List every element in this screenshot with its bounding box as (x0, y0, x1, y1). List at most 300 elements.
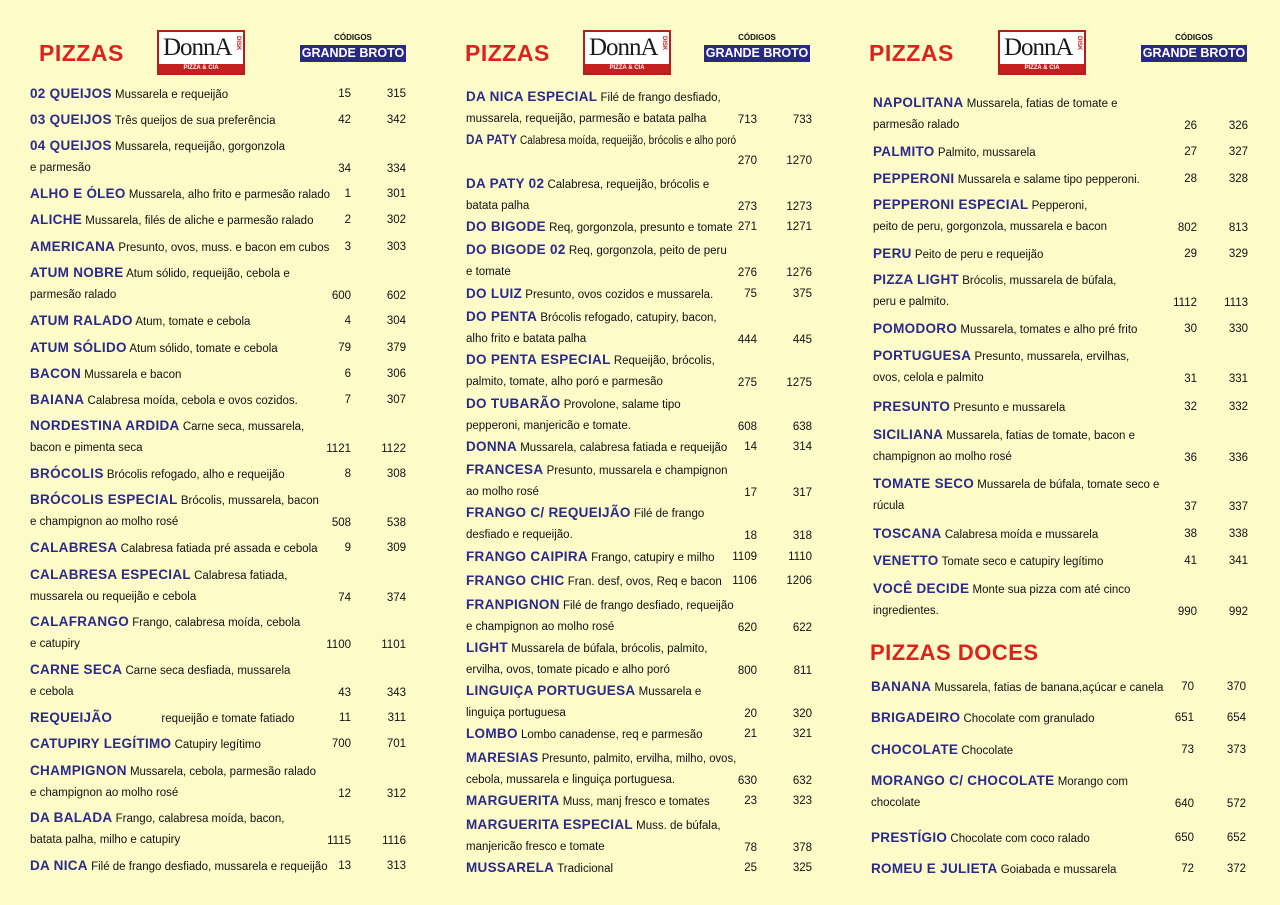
pizza-description-cont: e catupiry (30, 638, 80, 650)
pizza-name: ALHO E ÓLEO (30, 186, 126, 201)
pizza-name: ALICHE (30, 212, 83, 227)
pizza-description: Mussarela, tomates e alho pré frito (960, 324, 1138, 336)
code-broto: 1275 (786, 377, 812, 389)
pizza-name: DO LUIZ (466, 286, 523, 301)
logo-side-text: DISK (1076, 36, 1082, 51)
code-grande: 27 (1184, 146, 1197, 158)
code-broto: 445 (792, 334, 812, 346)
logo-subtitle: PIZZA & CIA (159, 64, 243, 73)
code-grande: 3 (344, 241, 351, 253)
code-grande: 12 (338, 788, 351, 800)
pizza-description-cont: ao molho rosé (466, 486, 539, 498)
pizza-name: PEPPERONI (873, 171, 955, 186)
item-line (30, 86, 228, 101)
pizza-name: DO BIGODE (466, 219, 546, 234)
pizza-description: Goiabada e mussarela (1000, 864, 1117, 876)
item-line (466, 219, 733, 234)
code-broto: 1276 (786, 267, 812, 279)
pizza-description: Mussarela e requeijão (115, 89, 229, 101)
code-grande: 275 (737, 377, 757, 389)
item-line (30, 492, 319, 507)
grande-label: GRANDE (1142, 46, 1197, 60)
item-line (30, 418, 304, 433)
pizza-description: Calabresa fatiada pré assada e cebola (120, 543, 318, 555)
code-grande: 600 (331, 290, 351, 302)
code-broto: 538 (386, 517, 406, 529)
code-grande: 73 (1181, 744, 1194, 756)
pizza-name: TOMATE SECO (873, 476, 975, 491)
code-broto: 372 (1226, 863, 1246, 875)
pizza-description-cont: e champignon ao molho rosé (30, 516, 179, 528)
item-line (466, 573, 722, 588)
item-line (466, 286, 713, 301)
pizza-description: Mussarela, requeijão, gorgonzola (115, 141, 286, 153)
pizza-description: Mussarela de búfala, brócolis, palmito, (511, 643, 708, 655)
code-broto: 338 (1228, 528, 1248, 540)
code-grande: 1106 (732, 575, 757, 587)
code-broto: 341 (1228, 555, 1248, 567)
code-grande: 1115 (327, 835, 351, 847)
item-line (873, 427, 1135, 442)
code-broto: 1110 (788, 551, 812, 563)
code-broto: 733 (792, 114, 812, 126)
code-grande: 8 (344, 468, 351, 480)
pizza-description: Calabresa moída, requeijão, brócolis e alho poró (520, 135, 737, 147)
pizza-description-cont: e tomate (466, 266, 511, 278)
pizza-name: DONNA (466, 439, 517, 454)
item-line (30, 810, 284, 825)
pizza-description: Lombo canadense, req e parmesão (520, 729, 703, 741)
pizza-name: VOCÊ DECIDE (873, 581, 970, 596)
item-line (466, 750, 736, 765)
code-broto: 1113 (1224, 297, 1248, 309)
code-grande: 43 (338, 687, 351, 699)
pizza-description: Presunto, mussarela, ervilhas, (974, 351, 1130, 363)
pizza-name: 02 QUEIJOS (30, 86, 112, 101)
item-line (873, 399, 1065, 414)
pizza-description-cont: peito de peru, gorgonzola, mussarela e bacon (873, 221, 1107, 233)
pizza-name: FRANPIGNON (466, 597, 560, 612)
pizza-description: Mussarela e (638, 686, 702, 698)
code-grande: 29 (1184, 248, 1197, 260)
code-broto: 327 (1228, 146, 1248, 158)
broto-label: BROTO (359, 46, 405, 60)
pizza-name: FRANCESA (466, 462, 544, 477)
pizza-description: Muss, manj fresco e tomates (562, 796, 710, 808)
code-broto: 320 (792, 708, 812, 720)
logo-subtitle: PIZZA & CIA (1000, 64, 1084, 73)
pizza-description: Fran. desf, ovos, Req e bacon (567, 576, 722, 588)
pizza-description: Req, gorgonzola, presunto e tomate (549, 222, 733, 234)
pizza-description: Catupiry legítimo (174, 739, 261, 751)
pizza-description-cont: peru e palmito. (873, 296, 950, 308)
pizza-description-cont: mussarela, requeijão, parmesão e batata palha (466, 113, 707, 125)
pizza-description-cont: chocolate (871, 797, 921, 809)
grande-label: GRANDE (301, 46, 356, 60)
pizza-description: Requeijão, brócolis, (613, 355, 715, 367)
pizza-name: MARGUERITA ESPECIAL (466, 817, 633, 832)
pizza-description: Mussarela de búfala, tomate seco e (977, 479, 1160, 491)
item-line (30, 186, 330, 201)
code-broto: 321 (792, 728, 812, 740)
logo-subtitle: PIZZA & CIA (585, 64, 669, 73)
pizza-name: FRANGO CHIC (466, 573, 565, 588)
item-line (466, 683, 701, 698)
code-broto: 329 (1228, 248, 1248, 260)
code-grande: 14 (744, 441, 757, 453)
pizza-description: Calabresa moída, cebola e ovos cozidos. (87, 395, 298, 407)
code-broto: 632 (792, 775, 812, 787)
pizza-description: Frango, calabresa moída, bacon, (115, 813, 285, 825)
pizza-name: CARNE SECA (30, 662, 123, 677)
item-line (30, 540, 318, 555)
pizza-description-cont: e champignon ao molho rosé (30, 787, 179, 799)
item-line (873, 246, 1043, 261)
pizza-description-cont: mussarela ou requeijão e cebola (30, 591, 197, 603)
codes-label: CÓDIGOS (738, 33, 776, 42)
pizza-name: CALABRESA (30, 540, 118, 555)
pizza-name: LOMBO (466, 726, 518, 741)
codes-header (704, 33, 810, 62)
item-line (30, 392, 298, 407)
pizza-name: DA BALADA (30, 810, 113, 825)
code-broto: 337 (1228, 501, 1248, 513)
broto-label: BROTO (1200, 46, 1246, 60)
code-broto: 328 (1228, 173, 1248, 185)
logo-text: DonnA (589, 34, 658, 61)
item-line (466, 549, 715, 564)
code-broto: 308 (386, 468, 406, 480)
code-broto: 331 (1228, 373, 1248, 385)
pizza-description-cont: ervilha, ovos, tomate picado e alho poró (466, 664, 670, 676)
pizza-description: Tomate seco e catupiry legítimo (941, 556, 1104, 568)
code-grande: 508 (331, 517, 351, 529)
item-line (30, 112, 275, 127)
pizza-name: MARESIAS (466, 750, 539, 765)
code-grande: 271 (737, 221, 757, 233)
pizza-description: Mussarela, alho frito e parmesão ralado (128, 189, 331, 201)
code-grande: 990 (1177, 606, 1197, 618)
pizza-description: Chocolate com coco ralado (950, 833, 1090, 845)
code-grande: 1109 (732, 551, 757, 563)
pizza-description: Mussarela e salame tipo pepperoni. (957, 174, 1140, 186)
pizza-name: BANANA (871, 679, 932, 694)
code-broto: 332 (1228, 401, 1248, 413)
code-broto: 1101 (381, 639, 406, 651)
pizza-name: 04 QUEIJOS (30, 138, 112, 153)
pizza-description-cont: e cebola (30, 686, 74, 698)
item-line (873, 171, 1140, 186)
pizza-name: 03 QUEIJOS (30, 112, 112, 127)
section-title: PIZZAS (39, 40, 124, 66)
pizza-name: ATUM NOBRE (30, 265, 124, 280)
pizza-description-cont: linguiça portuguesa (466, 707, 566, 719)
pizza-name: AMERICANA (30, 239, 116, 254)
codes-header (300, 33, 406, 62)
code-grande: 640 (1174, 798, 1194, 810)
item-line (871, 679, 1163, 694)
pizza-name: SICILIANA (873, 427, 944, 442)
pizza-description: Filé de frango desfiado, mussarela e requeijão (91, 861, 328, 873)
pizza-description-cont: rúcula (873, 500, 905, 512)
pizza-name: MUSSARELA (466, 860, 555, 875)
code-grande: 2 (344, 214, 351, 226)
item-line (30, 614, 300, 629)
code-broto: 326 (1228, 120, 1248, 132)
code-grande: 72 (1181, 863, 1194, 875)
pizza-description: Frango, calabresa moída, cebola (132, 617, 301, 629)
code-grande: 37 (1184, 501, 1197, 513)
code-broto: 652 (1226, 832, 1246, 844)
code-broto: 312 (386, 788, 406, 800)
code-grande: 700 (331, 738, 351, 750)
logo-side-text: DISK (661, 36, 667, 51)
item-line (871, 773, 1128, 788)
item-line (873, 553, 1103, 568)
code-broto: 638 (792, 421, 812, 433)
code-grande: 270 (737, 155, 757, 167)
code-broto: 303 (386, 241, 406, 253)
item-line (873, 321, 1137, 336)
pizza-description: Atum sólido, tomate e cebola (129, 343, 278, 355)
code-broto: 302 (386, 214, 406, 226)
code-grande: 273 (737, 201, 757, 213)
code-grande: 74 (338, 592, 351, 604)
item-line (466, 89, 721, 104)
pizza-description: Req, gorgonzola, peito de peru (568, 245, 727, 257)
pizza-description: Muss. de búfala, (636, 820, 721, 832)
item-line (30, 340, 278, 355)
code-broto: 1273 (786, 201, 812, 213)
pizza-name: REQUEIJÃO (30, 710, 113, 725)
pizza-name: FRANGO CAIPIRA (466, 549, 588, 564)
pizza-description: Monte sua pizza com até cinco (972, 584, 1131, 596)
pizza-name: PIZZA LIGHT (873, 272, 960, 287)
item-line (30, 466, 285, 481)
donna-logo (998, 30, 1086, 75)
pizza-description: Atum, tomate e cebola (135, 316, 251, 328)
item-line (30, 662, 290, 677)
item-line (466, 817, 721, 832)
pizza-description: Calabresa fatiada, (194, 570, 288, 582)
item-line (30, 567, 287, 582)
pizza-description: Presunto, palmito, ervilha, milho, ovos, (541, 753, 737, 765)
pizza-description-cont: manjericão fresco e tomate (466, 841, 605, 853)
code-grande: 4 (344, 315, 351, 327)
item-line (873, 476, 1159, 491)
item-line (871, 742, 1013, 757)
pizza-description-cont: bacon e pimenta seca (30, 442, 143, 454)
code-broto: 622 (792, 622, 812, 634)
code-broto: 301 (386, 188, 406, 200)
pizza-name: PERU (873, 246, 912, 261)
code-grande: 630 (737, 775, 757, 787)
item-line (30, 239, 329, 254)
pizza-description: Mussarela, cebola, parmesão ralado (129, 766, 316, 778)
pizza-name: TOSCANA (873, 526, 942, 541)
code-grande: 18 (744, 530, 757, 542)
code-grande: 70 (1181, 681, 1194, 693)
pizza-description: Calabresa moída e mussarela (944, 529, 1099, 541)
broto-label: BROTO (763, 46, 809, 60)
item-line (466, 396, 681, 411)
pizza-description: Frango, catupiry e milho (591, 552, 715, 564)
item-line (30, 265, 290, 280)
pizza-description-cont: alho frito e batata palha (466, 333, 587, 345)
item-line (873, 581, 1130, 596)
code-broto: 309 (386, 542, 406, 554)
pizza-name: MARGUERITA (466, 793, 560, 808)
code-grande: 608 (737, 421, 757, 433)
code-grande: 28 (1184, 173, 1197, 185)
code-broto: 343 (386, 687, 406, 699)
size-labels (300, 45, 406, 62)
pizza-description: Morango com (1057, 776, 1129, 788)
code-grande: 21 (744, 728, 757, 740)
pizza-description-cont: parmesão ralado (30, 289, 117, 301)
section-title: PIZZAS (869, 40, 954, 66)
item-line (466, 439, 727, 454)
code-grande: 34 (338, 163, 351, 175)
code-grande: 78 (744, 842, 757, 854)
pizza-description: Provolone, salame tipo (563, 399, 681, 411)
code-broto: 1270 (786, 155, 812, 167)
pizza-name: LINGUIÇA PORTUGUESA (466, 683, 636, 698)
pizza-description: Mussarela, fatias de banana,açúcar e canela (934, 682, 1164, 694)
pizza-name: BACON (30, 366, 81, 381)
item-line (30, 366, 181, 381)
item-line (466, 242, 727, 257)
code-broto: 323 (792, 795, 812, 807)
item-line (466, 462, 728, 477)
pizza-description: Palmito, mussarela (937, 147, 1036, 159)
pizza-name: DA NICA (30, 858, 88, 873)
code-grande: 7 (344, 394, 351, 406)
code-grande: 38 (1184, 528, 1197, 540)
codes-label: CÓDIGOS (1175, 33, 1213, 42)
pizza-description: Presunto, ovos cozidos e mussarela. (525, 289, 714, 301)
logo-text: DonnA (1004, 34, 1073, 61)
code-broto: 325 (792, 862, 812, 874)
code-broto: 379 (386, 342, 406, 354)
pizza-description-cont: palmito, tomate, alho poró e parmesão (466, 376, 663, 388)
code-grande: 620 (737, 622, 757, 634)
code-grande: 650 (1174, 832, 1194, 844)
pizza-name: CHAMPIGNON (30, 763, 127, 778)
code-grande: 800 (737, 665, 757, 677)
code-grande: 17 (744, 487, 757, 499)
code-broto: 318 (792, 530, 812, 542)
size-labels (1141, 45, 1247, 62)
donna-logo (157, 30, 245, 75)
code-broto: 654 (1226, 712, 1246, 724)
code-grande: 32 (1184, 401, 1197, 413)
code-broto: 370 (1226, 681, 1246, 693)
item-line (30, 736, 261, 751)
code-broto: 1116 (382, 835, 406, 847)
code-broto: 373 (1226, 744, 1246, 756)
pizza-name: NAPOLITANA (873, 95, 964, 110)
pizza-name: BRIGADEIRO (871, 710, 961, 725)
code-broto: 307 (386, 394, 406, 406)
pizza-name: BRÓCOLIS ESPECIAL (30, 492, 178, 507)
item-line (871, 830, 1090, 845)
pizza-description-cont: batata palha, milho e catupiry (30, 834, 181, 846)
pizza-description: Mussarela, filés de aliche e parmesão ralado (85, 215, 314, 227)
item-line (873, 95, 1118, 110)
pizza-name: FRANGO C/ REQUEIJÃO (466, 505, 631, 520)
pizza-name: BRÓCOLIS (30, 466, 104, 481)
code-broto: 330 (1228, 323, 1248, 335)
code-grande: 713 (737, 114, 757, 126)
pizza-description: Chocolate com granulado (963, 713, 1095, 725)
code-grande: 444 (737, 334, 757, 346)
pizza-description-cont: ingredientes. (873, 605, 939, 617)
donna-logo (583, 30, 671, 75)
code-broto: 336 (1228, 452, 1248, 464)
item-line (871, 710, 1095, 725)
item-line (30, 710, 294, 725)
item-line (466, 597, 734, 612)
pizza-description: Presunto, mussarela e champignon (546, 465, 728, 477)
code-grande: 1100 (326, 639, 351, 651)
pizza-name: PRESTÍGIO (871, 830, 948, 845)
pizza-name: LIGHT (466, 640, 508, 655)
code-grande: 79 (338, 342, 351, 354)
item-line (466, 132, 736, 147)
pizza-description-cont: pepperoni, manjericão e tomate. (466, 420, 631, 432)
code-broto: 314 (792, 441, 812, 453)
code-broto: 342 (386, 114, 406, 126)
pizza-name: CHOCOLATE (871, 742, 959, 757)
item-line (466, 309, 717, 324)
pizza-description: Presunto, ovos, muss. e bacon em cubos (118, 242, 330, 254)
size-labels (704, 45, 810, 62)
code-broto: 1206 (786, 575, 812, 587)
code-grande: 75 (744, 288, 757, 300)
item-line (466, 505, 704, 520)
pizza-description: Presunto e mussarela (953, 402, 1066, 414)
code-grande: 1121 (326, 443, 351, 455)
code-grande: 1 (344, 188, 351, 200)
item-line (873, 348, 1129, 363)
item-line (873, 197, 1087, 212)
pizza-name: DO PENTA ESPECIAL (466, 352, 611, 367)
item-line (873, 272, 1116, 287)
item-line (466, 176, 709, 191)
pizza-description-cont: parmesão ralado (873, 119, 960, 131)
code-broto: 1271 (786, 221, 812, 233)
code-broto: 374 (386, 592, 406, 604)
code-broto: 306 (386, 368, 406, 380)
pizza-description: Filé de frango desfiado, requeijão (562, 600, 734, 612)
item-line (871, 861, 1116, 876)
code-grande: 1112 (1173, 297, 1197, 309)
code-grande: 36 (1184, 452, 1197, 464)
pizza-description: Brócolis, mussarela de búfala, (962, 275, 1117, 287)
section-title: PIZZAS (465, 40, 550, 66)
code-grande: 41 (1184, 555, 1197, 567)
pizza-name: CALAFRANGO (30, 614, 129, 629)
item-line (30, 313, 250, 328)
pizza-description: Carne seca desfiada, mussarela (125, 665, 291, 677)
code-broto: 811 (793, 665, 812, 677)
pizza-description-cont: ovos, celola e palmito (873, 372, 984, 384)
pizza-description: Carne seca, mussarela, (182, 421, 305, 433)
item-line (30, 858, 328, 873)
item-line (873, 144, 1036, 159)
code-broto: 313 (386, 860, 406, 872)
